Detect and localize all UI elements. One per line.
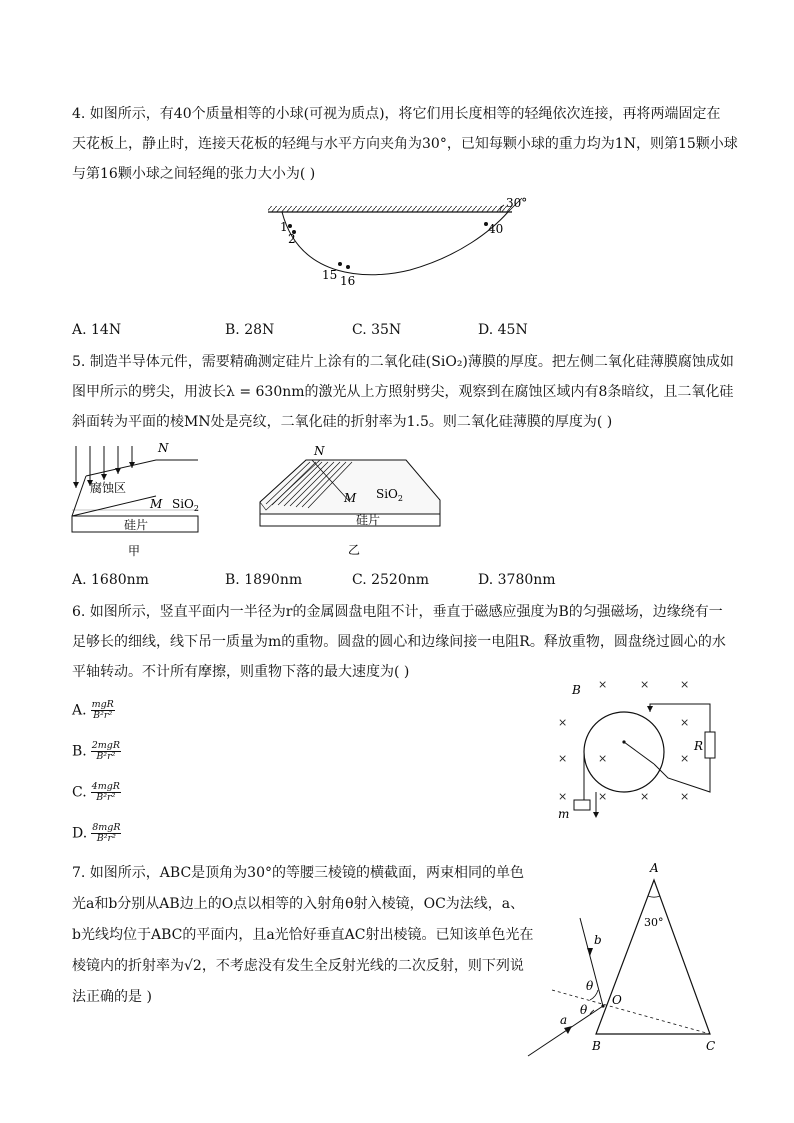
q4-option-b[interactable]: B. 28N <box>225 322 275 338</box>
field-cross: × <box>680 790 690 803</box>
field-cross: × <box>680 752 690 765</box>
vertex-b-label: B <box>592 1039 601 1053</box>
field-cross: × <box>680 678 690 691</box>
field-b-label: B <box>572 683 581 697</box>
mass-label: m <box>558 807 570 821</box>
q5-option-c[interactable]: C. 2520nm <box>352 572 430 588</box>
prism-triangle <box>596 880 710 1034</box>
weight-mass <box>574 800 590 810</box>
q6-option-a-fraction: $\frac{\text{mgR}}{\text{B²r²}}$ <box>91 699 114 721</box>
field-cross: × <box>558 752 568 765</box>
jia-region-label: 腐蚀区 <box>90 481 127 495</box>
q6-line-1: 6. 如图所示，竖直平面内一半径为r的金属圆盘电阻不计，垂直于磁感应强度为B的匀强磁场，边缘绕有一 <box>72 604 723 620</box>
yi-caption: 乙 <box>348 543 361 557</box>
q6-option-a[interactable] <box>72 700 115 721</box>
q5-option-a[interactable]: A. 1680nm <box>72 572 149 588</box>
yi-substrate-label: 硅片 <box>356 513 381 527</box>
q7-line-3: b光线均位于ABC的平面内，且a光恰好垂直AC射出棱镜。已知该单色光在 <box>72 927 534 943</box>
q6-option-c[interactable] <box>72 782 121 803</box>
q6-option-d-label: D. <box>72 825 88 842</box>
field-cross: × <box>598 678 608 691</box>
q5-line-2: 图甲所示的劈尖，用波长λ = 630nm的激光从上方照射劈尖，观察到在腐蚀区域内有8条暗纹，且二氧化硅 <box>72 384 734 400</box>
field-cross: × <box>640 790 650 803</box>
ball-2-label: 2 <box>288 232 296 246</box>
q6-line-3: 平轴转动。不计所有摩擦，则重物下落的最大速度为( ) <box>72 664 410 680</box>
q5-figure-jia <box>66 438 212 560</box>
q6-option-d[interactable] <box>72 823 121 844</box>
q6-line-2: 足够长的细线，线下吊一质量为m的重物。圆盘的圆心和边缘间接一电阻R。释放重物，圆盘绕过圆心的水 <box>72 634 726 650</box>
yi-n-label: N <box>314 444 325 458</box>
ball-40-label: 40 <box>488 222 504 236</box>
field-cross: × <box>558 716 568 729</box>
q4-option-c[interactable]: C. 35N <box>352 322 402 338</box>
field-cross: × <box>558 790 568 803</box>
vertex-a-label: A <box>650 861 659 875</box>
ball-1 <box>288 224 292 228</box>
angle-label: 30° <box>506 196 528 210</box>
normal-oc <box>552 990 710 1034</box>
q7-line-1: 7. 如图所示，ABC是顶角为30°的等腰三棱镜的横截面，两束相同的单色 <box>72 865 524 881</box>
ball-16 <box>346 265 350 269</box>
field-cross: × <box>598 790 608 803</box>
q6-option-c-label: C. <box>72 784 87 801</box>
theta-label-1: θ <box>586 979 594 993</box>
jia-caption: 甲 <box>128 544 141 558</box>
ball-16-label: 16 <box>340 274 356 288</box>
ray-a-label: a <box>560 1013 568 1027</box>
q6-figure <box>550 676 726 828</box>
field-cross: × <box>680 716 690 729</box>
ball-1-label: 1 <box>280 220 288 234</box>
theta-label-2: θ <box>580 1003 588 1017</box>
q4-figure <box>260 190 540 300</box>
resistor-label: R <box>694 739 704 753</box>
q6-option-d-fraction: $\frac{\text{8mgR}}{\text{B²r²}}$ <box>92 822 121 844</box>
ball-15-label: 15 <box>322 268 338 282</box>
q5-option-b[interactable]: B. 1890nm <box>225 572 303 588</box>
apex-angle-label: 30° <box>644 916 664 929</box>
ball-15 <box>338 262 342 266</box>
q4-line-2: 天花板上，静止时，连接天花板的轻绳与水平方向夹角为30°，已知每颗小球的重力均为1N，则第15颗小球 <box>72 136 738 152</box>
jia-substrate-label: 硅片 <box>124 518 149 532</box>
q7-line-5: 法正确的是 ) <box>72 989 152 1005</box>
q6-option-b-label: B. <box>72 743 87 760</box>
field-cross: × <box>598 752 608 765</box>
point-o-label: O <box>612 993 622 1007</box>
q4-option-d[interactable]: D. 45N <box>478 322 528 338</box>
jia-film-label: SiO$_2$ <box>172 497 199 513</box>
jia-m-label: M <box>150 497 163 511</box>
q5-line-3: 斜面转为平面的棱MN处是亮纹，二氧化硅的折射率为1.5。则二氧化硅薄膜的厚度为( ) <box>72 414 613 430</box>
rope-curve <box>282 212 508 275</box>
q5-option-d[interactable]: D. 3780nm <box>478 572 556 588</box>
q7-figure <box>520 856 730 1060</box>
center-to-rim-wire <box>624 742 654 764</box>
q7-line-4: 棱镜内的折射率为√2，不考虑没有发生全反射光线的二次反射，则下列说 <box>72 958 524 974</box>
resistor-r <box>705 732 715 758</box>
apex-angle-arc <box>648 896 660 897</box>
ceiling-hatch <box>268 206 512 212</box>
yi-film-label: SiO$_2$ <box>376 487 403 503</box>
q5-figure-yi <box>252 442 452 560</box>
q4-line-1: 4. 如图所示，有40个质量相等的小球(可视为质点)，将它们用长度相等的轻绳依次连接，再将两端固定在 <box>72 106 721 122</box>
ray-b-label: b <box>594 933 602 947</box>
q6-option-c-fraction: $\frac{\text{4mgR}}{\text{B²r²}}$ <box>91 781 120 803</box>
q6-option-a-label: A. <box>72 702 87 719</box>
vertex-c-label: C <box>706 1039 716 1053</box>
q5-line-1: 5. 制造半导体元件，需要精确测定硅片上涂有的二氧化硅(SiO₂)薄膜的厚度。把左侧二氧化硅薄膜腐蚀成如 <box>72 354 734 370</box>
yi-m-label: M <box>344 491 357 505</box>
q4-option-a[interactable]: A. 14N <box>72 322 122 338</box>
field-cross: × <box>640 678 650 691</box>
q4-line-3: 与第16颗小球之间轻绳的张力大小为( ) <box>72 166 316 182</box>
q6-option-b[interactable] <box>72 741 121 762</box>
jia-n-label: N <box>158 441 169 455</box>
q6-option-b-fraction: $\frac{\text{2mgR}}{\text{B²r²}}$ <box>91 740 121 762</box>
q7-line-2: 光a和b分别从AB边上的O点以相等的入射角θ射入棱镜，OC为法线，a、 <box>72 896 525 912</box>
metal-disk <box>584 712 664 792</box>
